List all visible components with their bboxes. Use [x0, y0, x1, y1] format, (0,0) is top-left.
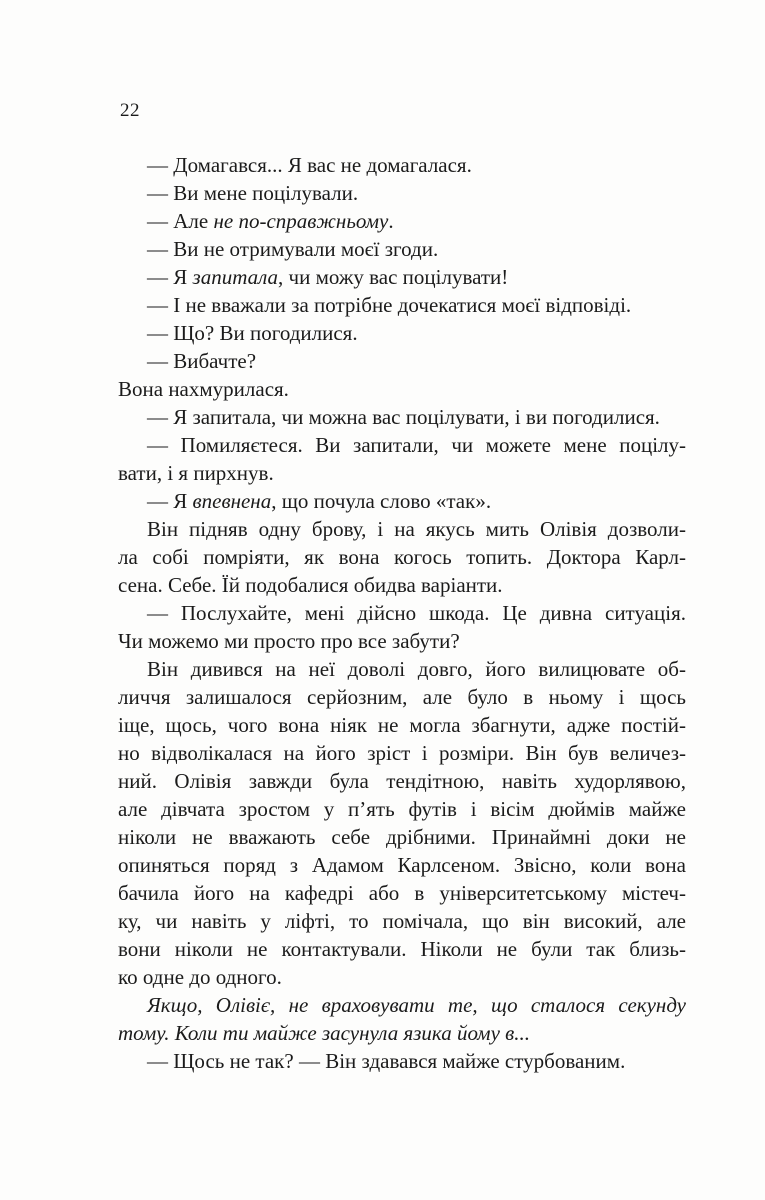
text-line — [118, 347, 686, 375]
text-run: бачила його на кафедрі або в університетському містеч- — [118, 881, 686, 905]
text-run: але дівчата зростом у п’ять футів і вісім дюймів майже — [118, 797, 686, 821]
paragraph — [118, 655, 686, 991]
text-line — [118, 879, 686, 907]
text-run: — Ви не отримували моєї згоди. — [147, 237, 439, 261]
text-run: ку, чи навіть у ліфті, то помічала, що він високий, але — [118, 909, 686, 933]
paragraph — [118, 515, 686, 599]
text-run: . — [388, 209, 394, 233]
text-run: — Я запитала, чи можна вас поцілувати, і ви погодилися. — [147, 405, 660, 429]
text-line — [118, 319, 686, 347]
text-line — [118, 655, 686, 683]
paragraph — [118, 1047, 686, 1075]
text-line — [118, 487, 686, 515]
text-run: Він дивився на неї доволі довго, його вилицювате об- — [147, 657, 686, 681]
text-run: — І не вважали за потрібне дочекатися моєї відповіді. — [147, 293, 632, 317]
text-line — [118, 179, 686, 207]
paragraph — [118, 319, 686, 347]
text-run: — Щось не так? — Він здавався майже стурбованим. — [147, 1049, 626, 1073]
page-number: 22 — [120, 100, 140, 121]
text-run: — Що? Ви погодилися. — [147, 321, 358, 345]
text-line — [118, 739, 686, 767]
text-run: личчя залишалося серйозним, але було в ньому і щось — [118, 685, 686, 709]
paragraph — [118, 291, 686, 319]
text-run: — Послухайте, мені дійсно шкода. Це дивна ситуація. — [147, 601, 686, 625]
text-run: — Домагався... Я вас не домагалася. — [147, 153, 472, 177]
text-line — [118, 991, 686, 1019]
text-run: но відволікалася на його зріст і розміри. Він був величез- — [118, 741, 686, 765]
text-run: сена. Себе. Їй подобалися обидва варіанти. — [118, 573, 503, 597]
text-run: Якщо, Олівіє, не враховувати те, що сталося секунду — [147, 993, 686, 1017]
text-line — [118, 207, 686, 235]
italic-text-run: запитала — [192, 265, 279, 289]
paragraph — [118, 347, 686, 375]
text-run: вони ніколи не контактували. Ніколи не були так близь- — [118, 937, 686, 961]
text-run: Він підняв одну брову, і на якусь мить Олівія дозволи- — [147, 517, 686, 541]
text-line — [118, 795, 686, 823]
text-run: ко одне до одного. — [118, 965, 282, 989]
text-line — [118, 935, 686, 963]
text-run: вати, і я пирхнув. — [118, 461, 274, 485]
paragraph — [118, 599, 686, 655]
text-line — [118, 515, 686, 543]
text-line — [118, 235, 686, 263]
text-run: іще, щось, чого вона ніяк не могла збагнути, адже постій- — [118, 713, 686, 737]
text-run: ний. Олівія завжди була тендітною, навіть худорлявою, — [118, 769, 686, 793]
text-line — [118, 431, 686, 459]
text-line — [118, 907, 686, 935]
text-run: — Я — [147, 489, 193, 513]
text-run: — Я — [147, 265, 193, 289]
text-line — [118, 571, 686, 599]
text-run: — Але — [147, 209, 214, 233]
text-line — [118, 599, 686, 627]
text-line — [118, 627, 686, 655]
paragraph — [118, 403, 686, 431]
text-run: Чи можемо ми просто про все забути? — [118, 629, 460, 653]
paragraph — [118, 991, 686, 1047]
text-line — [118, 963, 686, 991]
text-run: , чи можу вас поцілувати! — [278, 265, 509, 289]
paragraph — [118, 487, 686, 515]
text-line — [118, 375, 686, 403]
text-run: Вона нахмурилася. — [118, 377, 289, 401]
text-run: — Вибачте? — [147, 349, 257, 373]
paragraph — [118, 375, 686, 403]
text-run: , що почула слово «так». — [271, 489, 492, 513]
text-line — [118, 151, 686, 179]
text-run: — Помиляєтеся. Ви запитали, чи можете мене поцілу- — [147, 433, 686, 457]
text-run: ніколи не вважають себе дрібними. Принаймні доки не — [118, 825, 686, 849]
text-run: опиняться поряд з Адамом Карлсеном. Звісно, коли вона — [118, 853, 686, 877]
paragraph — [118, 207, 686, 235]
text-run: ла собі помріяти, як вона когось топить. Доктора Карл- — [118, 545, 686, 569]
text-line — [118, 543, 686, 571]
text-line — [118, 711, 686, 739]
paragraph — [118, 235, 686, 263]
text-line — [118, 1019, 686, 1047]
text-line — [118, 291, 686, 319]
text-line — [118, 823, 686, 851]
text-line — [118, 403, 686, 431]
text-line — [118, 767, 686, 795]
paragraph — [118, 151, 686, 179]
text-line — [118, 459, 686, 487]
text-line — [118, 1047, 686, 1075]
paragraph — [118, 263, 686, 291]
text-run: — Ви мене поцілували. — [147, 181, 359, 205]
text-line — [118, 851, 686, 879]
paragraph — [118, 179, 686, 207]
text-line — [118, 263, 686, 291]
text-block — [118, 151, 686, 1075]
italic-text-run: не по-справжньому — [213, 209, 389, 233]
text-run: тому. Коли ти майже засунула язика йому в... — [118, 1021, 531, 1045]
italic-text-run: впевнена — [192, 489, 272, 513]
paragraph — [118, 431, 686, 487]
text-line — [118, 683, 686, 711]
